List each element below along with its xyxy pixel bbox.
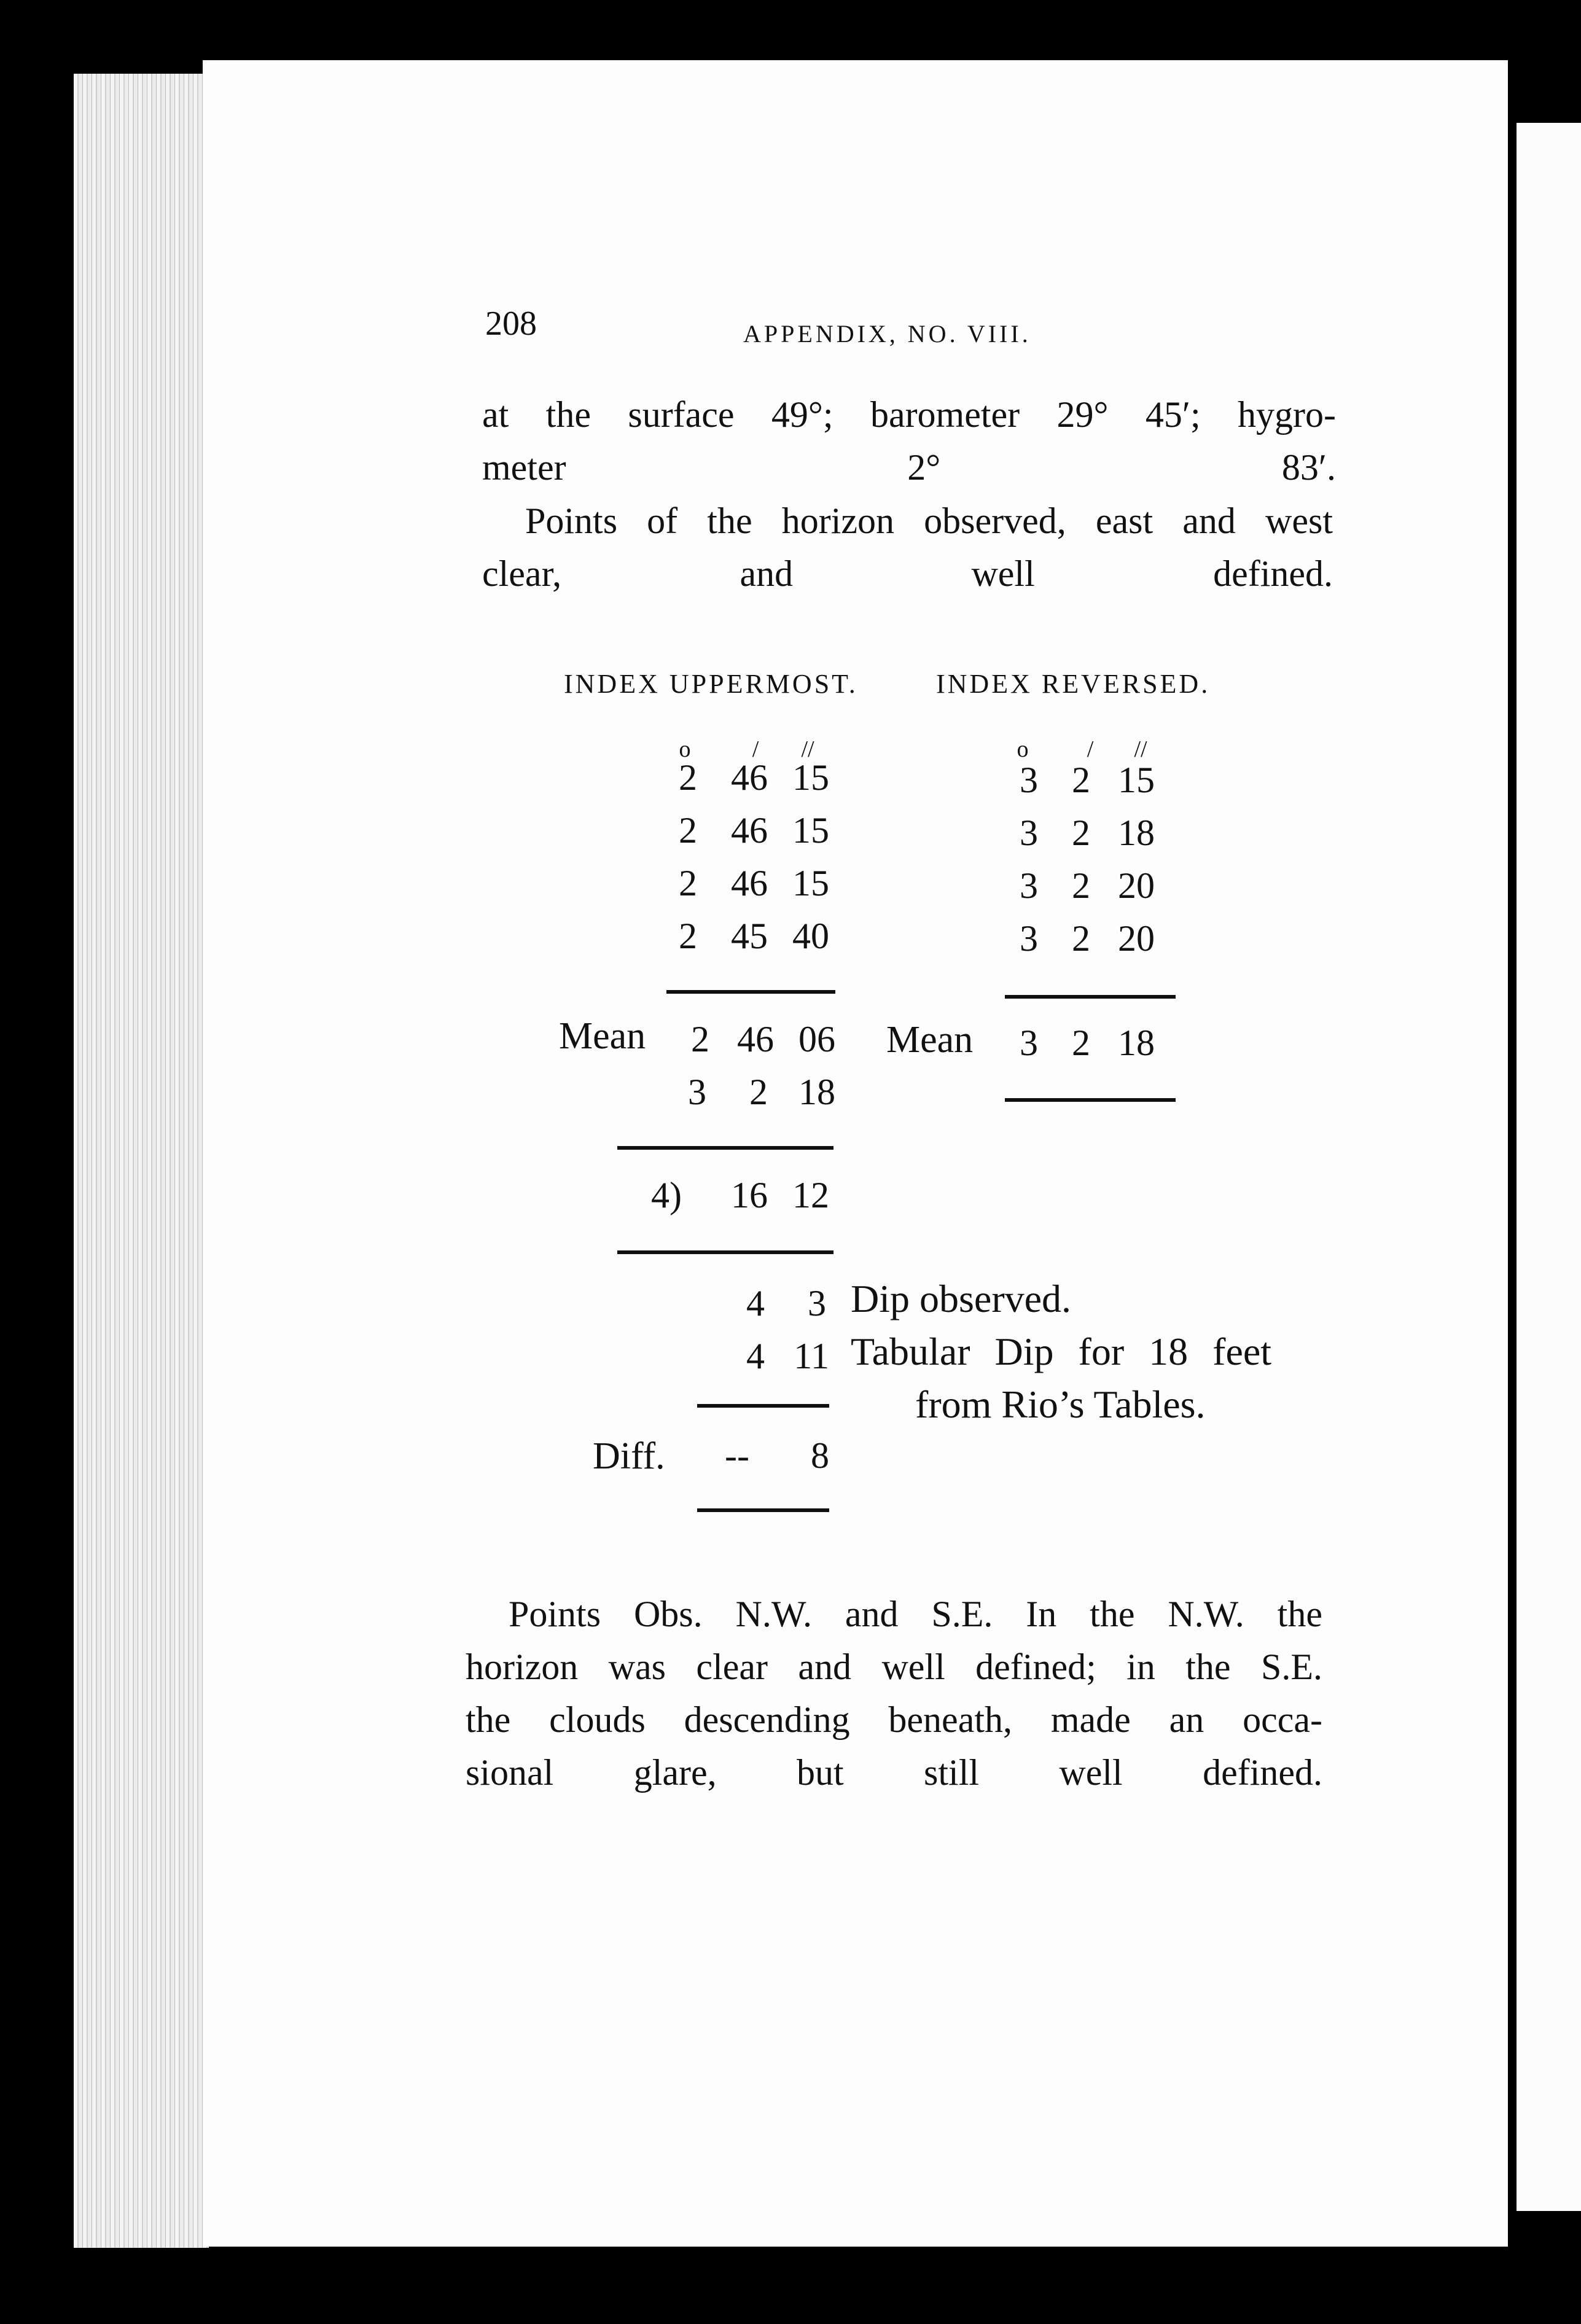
carried-minutes: 2: [749, 1072, 768, 1112]
facing-page-edge: [1508, 123, 1581, 2211]
tabular-seconds: 11: [794, 1336, 829, 1376]
rule-final: [697, 1508, 829, 1512]
tabular-dip-label-text: Tabular Dip for 18 feet: [851, 1330, 1272, 1373]
minutes-cell: 46: [731, 863, 768, 903]
minutes-cell: 2: [1072, 918, 1090, 959]
page-number: 208: [485, 305, 537, 343]
rule-quotient: [617, 1250, 833, 1254]
rule-reversed-mean: [1005, 1098, 1176, 1102]
degrees-cell: 2: [679, 757, 697, 798]
mean-label: Mean: [886, 1019, 974, 1061]
paragraph-conditions: [482, 388, 1336, 494]
seconds-cell: 15: [792, 810, 829, 851]
tabular-dip-source: from Rio’s Tables.: [915, 1382, 1206, 1426]
seconds-cell: 18: [1118, 813, 1155, 853]
mean-minutes: 2: [1072, 1023, 1090, 1063]
degrees-cell: 3: [1020, 760, 1038, 800]
dip-observed-label: Dip observed.: [851, 1277, 1072, 1320]
mean-degrees: 2: [691, 1019, 709, 1059]
degrees-cell: 3: [1020, 918, 1038, 959]
degrees-cell: 3: [1020, 813, 1038, 853]
header-index-reversed: INDEX REVERSED.: [936, 669, 1211, 699]
text-line: at the surface 49°; barometer 29° 45′; hygro-: [482, 394, 1336, 435]
minutes-cell: 45: [731, 916, 768, 956]
seconds-cell: 15: [792, 757, 829, 798]
mean-seconds: 18: [1118, 1023, 1155, 1063]
minutes-cell: 46: [731, 810, 768, 851]
carried-seconds: 18: [798, 1072, 835, 1112]
mean-minutes: 46: [737, 1019, 774, 1059]
text-line: meter 2° 83′.: [482, 447, 1336, 488]
seconds-cell: 20: [1118, 865, 1155, 906]
diff-minutes: --: [725, 1435, 749, 1476]
seconds-cell: 40: [792, 916, 829, 956]
seconds-cell: 15: [792, 863, 829, 903]
book-page-edges: [74, 74, 209, 2248]
text-line: the clouds descending beneath, made an occa-: [466, 1699, 1322, 1740]
seconds-cell: 15: [1118, 760, 1155, 800]
header-index-uppermost: INDEX UPPERMOST.: [564, 669, 858, 699]
dip-minutes: 4: [746, 1283, 765, 1324]
minutes-cell: 46: [731, 757, 768, 798]
text-line: Points Obs. N.W. and S.E. In the N.W. the: [509, 1594, 1322, 1634]
tabular-dip-label: [851, 1329, 1324, 1375]
text-line: Points of the horizon observed, east and west: [525, 501, 1333, 541]
degrees-cell: 2: [679, 863, 697, 903]
mean-label: Mean: [559, 1015, 646, 1057]
tabular-minutes: 4: [746, 1336, 765, 1376]
dip-seconds: 3: [808, 1283, 826, 1324]
rule-uppermost: [666, 990, 835, 994]
rule-sum: [617, 1146, 833, 1150]
second-symbol: //: [801, 736, 814, 762]
minutes-cell: 2: [1072, 813, 1090, 853]
rule-diff: [697, 1404, 829, 1408]
diff-label: Diff.: [593, 1435, 665, 1477]
mean-degrees: 3: [1020, 1023, 1038, 1063]
degree-symbol: o: [679, 736, 691, 762]
rule-reversed: [1005, 995, 1176, 999]
text-line: sional glare, but still well defined.: [466, 1752, 1322, 1793]
minute-symbol: /: [1087, 736, 1094, 762]
degree-symbol: o: [1017, 736, 1029, 762]
running-title: APPENDIX, NO. VIII.: [743, 320, 1031, 348]
degrees-cell: 2: [679, 916, 697, 956]
minute-symbol: /: [752, 736, 759, 762]
degrees-cell: 2: [679, 810, 697, 851]
text-line: horizon was clear and well defined; in the S.E.: [466, 1647, 1322, 1687]
second-symbol: //: [1134, 736, 1147, 762]
minutes-cell: 2: [1072, 760, 1090, 800]
mean-seconds: 06: [798, 1019, 835, 1059]
paragraph-nw-se: [466, 1588, 1322, 1799]
diff-seconds: 8: [811, 1435, 829, 1476]
text-line: clear, and well defined.: [482, 553, 1333, 594]
seconds-cell: 20: [1118, 918, 1155, 959]
minutes-cell: 2: [1072, 865, 1090, 906]
degrees-cell: 3: [1020, 865, 1038, 906]
sum-minutes: 16: [731, 1175, 768, 1215]
sum-seconds: 12: [792, 1175, 829, 1215]
paragraph-horizon: [482, 494, 1333, 600]
divisor: 4): [651, 1175, 682, 1215]
carried-degrees: 3: [688, 1072, 706, 1112]
